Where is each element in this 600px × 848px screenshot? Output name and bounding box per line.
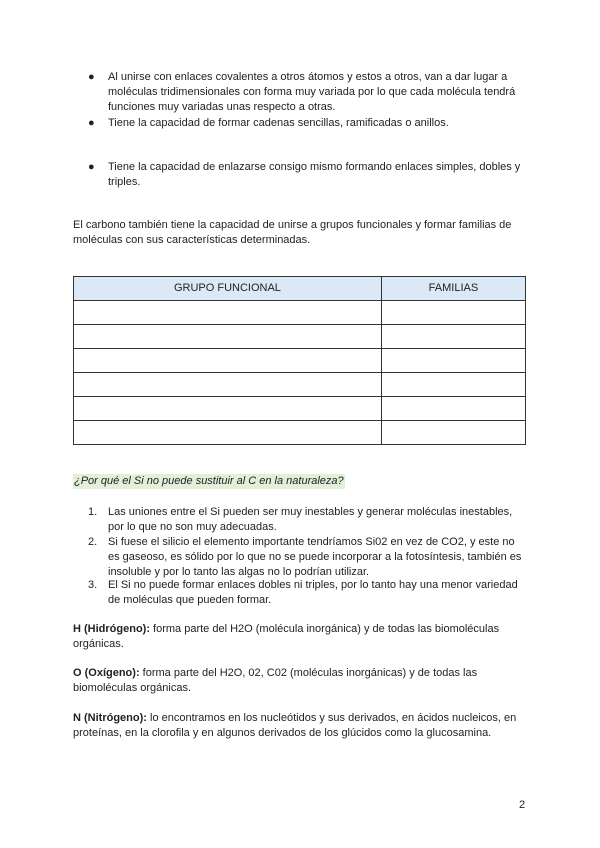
table-header-grupo: GRUPO FUNCIONAL [74,277,382,301]
element-oxygen: O (Oxígeno): forma parte del H2O, 02, C02 (moléculas inorgánicas) y de todas las biomoléculas orgánicas. [73,667,478,694]
highlighted-question: ¿Por qué el Si no puede sustituir al C en la naturaleza? [74,475,344,487]
table-row [74,421,526,445]
element-hydrogen: H (Hidrógeno): forma parte del H2O (molécula inorgánica) y de todas las biomoléculas orgánicas. [73,623,500,650]
answer-item: 1. Las uniones entre el Si pueden ser muy inestables y generar moléculas inestables, por lo que no son muy adecuadas. [88,506,513,533]
bullet-icon: ● [88,71,95,83]
bullet-item: ● Tiene la capacidad de formar cadenas sencillas, ramificadas o anillos. [88,117,449,129]
answer-item: 3. El Si no puede formar enlaces dobles ni triples, por lo tanto hay una menor variedad de moléculas que pueden formar. [88,579,518,606]
table-row [74,349,526,373]
table-header-familias: FAMILIAS [381,277,525,301]
element-nitrogen: N (Nitrógeno): lo encontramos en los nucleótidos y sus derivados, en ácidos nucleicos, en proteínas, en la clorofila y en algunos derivados de los glúcidos como la glucosamina. [73,712,517,739]
answer-item: 2. Si fuese el silicio el elemento importante tendríamos Si02 en vez de CO2, y este no es gaseoso, es sólido por lo que no se puede incorporar a la fotosíntesis, también es insoluble y por lo tanto las algas no lo podrían utilizar. [88,536,522,578]
table-row [74,373,526,397]
page-number: 2 [519,799,526,811]
bullet-icon: ● [88,161,95,173]
bullet-item: ● Tiene la capacidad de enlazarse consigo mismo formando enlaces simples, dobles y triples. [88,161,521,188]
intro-paragraph: El carbono también tiene la capacidad de unirse a grupos funcionales y formar familias de moléculas con sus características determinadas. [73,219,512,246]
bullet-item: ● Al unirse con enlaces covalentes a otros átomos y estos a otros, van a dar lugar a moléculas tridimensionales con forma muy variada por lo que cada molécula tendrá funciones muy variadas unas respecto a otras. [88,71,516,113]
functional-groups-table [73,276,526,445]
table-row [74,397,526,421]
table-row [74,301,526,325]
bullet-icon: ● [88,117,95,129]
table-row [74,325,526,349]
